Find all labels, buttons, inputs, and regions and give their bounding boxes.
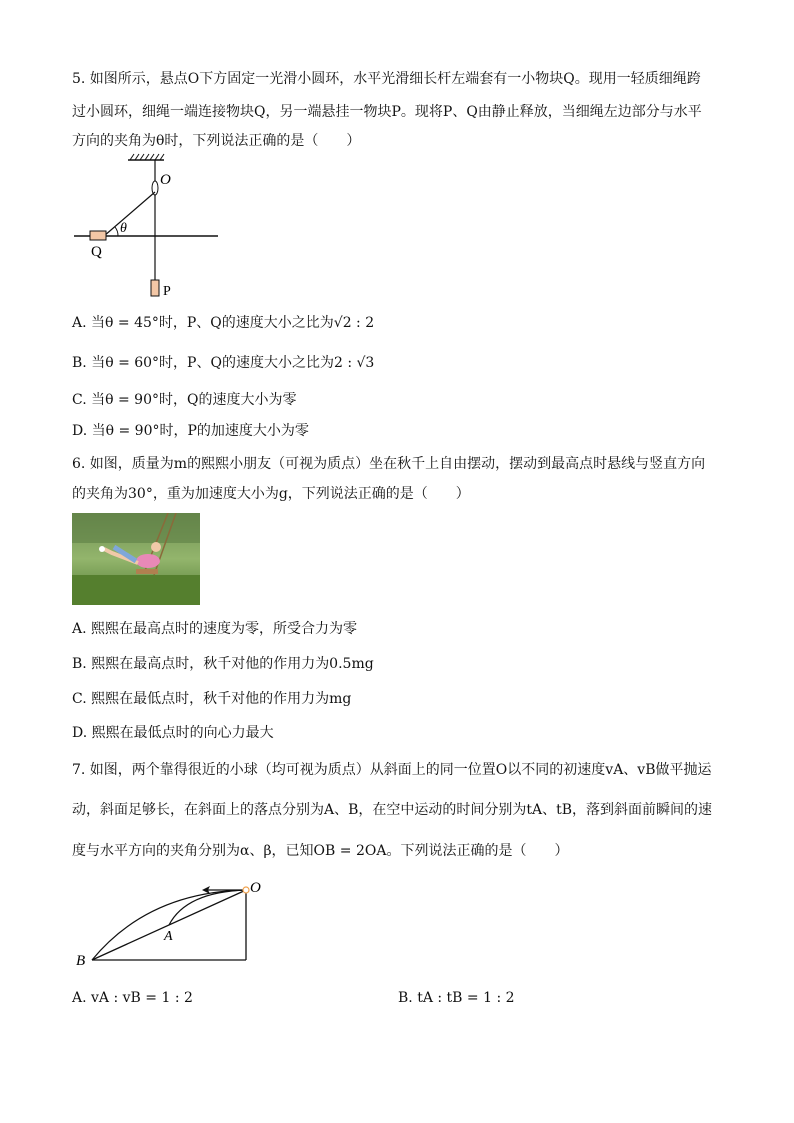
q6-stem-line-1: 6. 如图，质量为m的熙熙小朋友（可视为质点）坐在秋千上自由摆动，摆动到最高点时悬线与竖直方向: [72, 456, 706, 472]
q5-stem-line-1: 5. 如图所示，悬点O下方固定一光滑小圆环，水平光滑细长杆左端套有一小物块Q。现用一轻质细绳跨: [72, 71, 701, 87]
block-p: [151, 280, 159, 296]
q6-stem-line-2: 的夹角为30°，重为加速度大小为g，下列说法正确的是（ ）: [72, 486, 470, 502]
block-q: [90, 231, 106, 240]
theta-label: θ: [120, 221, 127, 236]
q5-option-b: B. 当θ = 60°时，P、Q的速度大小之比为2 : √3: [72, 355, 375, 371]
label-b: B: [76, 953, 86, 969]
swing-photo: [72, 513, 200, 605]
slanted-rope: [104, 192, 155, 236]
q5-stem-line-3: 方向的夹角为θ时，下列说法正确的是（ ）: [72, 133, 361, 149]
ceiling-hatch: [130, 154, 164, 160]
q5-option-d: D. 当θ = 90°时，P的加速度大小为零: [72, 423, 309, 439]
label-p: P: [163, 284, 171, 299]
q6-option-b: B. 熙熙在最高点时，秋千对他的作用力为0.5mg: [72, 656, 374, 672]
label-o: O: [160, 172, 171, 188]
theta-arc: [115, 227, 118, 236]
q7-stem-line-2: 动，斜面足够长，在斜面上的落点分别为A、B，在空中运动的时间分别为tA、tB，落到斜面前瞬间的速: [72, 802, 713, 818]
label-o: O: [250, 880, 261, 896]
q6-option-c: C. 熙熙在最低点时，秋千对他的作用力为mg: [72, 691, 352, 707]
q5-option-c: C. 当θ = 90°时，Q的速度大小为零: [72, 392, 297, 408]
q7-stem-line-1: 7. 如图，两个靠得很近的小球（均可视为质点）从斜面上的同一位置O以不同的初速度vA、vB做平抛运: [72, 762, 712, 778]
q6-option-d: D. 熙熙在最低点时的向心力最大: [72, 725, 274, 741]
label-a: A: [164, 929, 173, 944]
small-ring: [152, 181, 158, 195]
q5-figure: [68, 152, 228, 300]
point-o: [243, 887, 249, 893]
q7-figure: [70, 878, 270, 970]
label-q: Q: [91, 244, 102, 260]
q5-stem-line-2: 过小圆环，细绳一端连接物块Q，另一端悬挂一物块P。现将P、Q由静止释放，当细绳左边部分与水平: [72, 104, 702, 120]
q6-option-a: A. 熙熙在最高点时的速度为零，所受合力为零: [72, 621, 358, 637]
q7-option-a: A. vA : vB = 1 : 2: [72, 990, 193, 1006]
q7-option-b: B. tA : tB = 1 : 2: [398, 990, 515, 1006]
q5-option-a: A. 当θ = 45°时，P、Q的速度大小之比为√2 : 2: [72, 315, 375, 331]
q7-stem-line-3: 度与水平方向的夹角分别为α、β，已知OB = 2OA。下列说法正确的是（ ）: [72, 843, 569, 859]
